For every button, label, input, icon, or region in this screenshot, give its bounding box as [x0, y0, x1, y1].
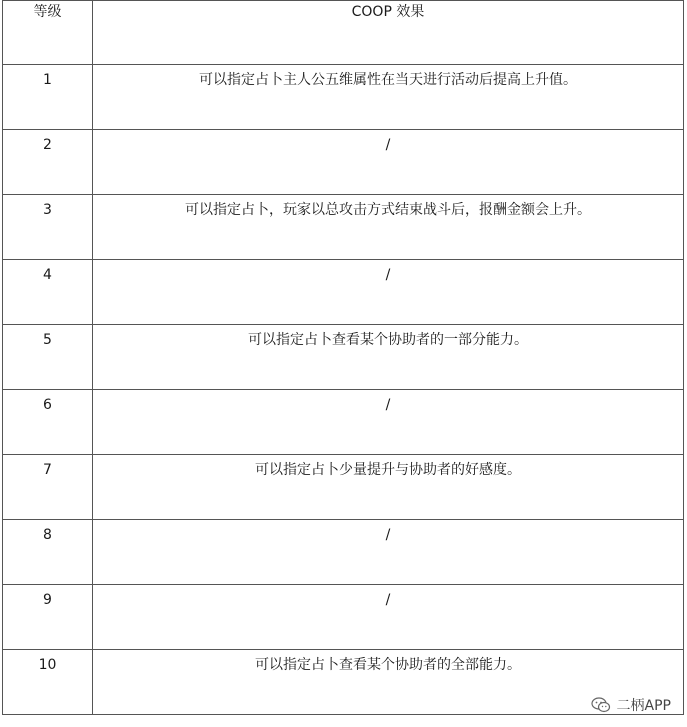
table-row [3, 520, 684, 585]
cell-level: 1 [3, 65, 93, 130]
cell-level: 7 [3, 455, 93, 520]
cell-level: 6 [3, 390, 93, 455]
watermark [591, 695, 671, 715]
cell-effect: / [93, 260, 684, 325]
cell-level: 8 [3, 520, 93, 585]
header-level: 等级 [3, 1, 93, 65]
cell-effect: 可以指定占卜查看某个协助者的一部分能力。 [93, 325, 684, 390]
cell-effect: 可以指定占卜少量提升与协助者的好感度。 [93, 455, 684, 520]
cell-effect: 可以指定占卜主人公五维属性在当天进行活动后提高上升值。 [93, 65, 684, 130]
table-row [3, 325, 684, 390]
header-effect: COOP 效果 [93, 1, 684, 65]
table-row [3, 65, 684, 130]
watermark-text: 二柄APP [616, 698, 671, 714]
table-row [3, 585, 684, 650]
cell-effect: / [93, 130, 684, 195]
table-row [3, 130, 684, 195]
cell-level: 9 [3, 585, 93, 650]
coop-table-container [2, 0, 683, 725]
coop-effect-table [2, 0, 684, 715]
cell-effect: / [93, 390, 684, 455]
cell-effect: 可以指定占卜查看某个协助者的全部能力。 [93, 650, 684, 715]
cell-effect: 可以指定占卜，玩家以总攻击方式结束战斗后，报酬金额会上升。 [93, 195, 684, 260]
cell-level: 4 [3, 260, 93, 325]
cell-effect: / [93, 520, 684, 585]
wechat-icon [591, 697, 611, 713]
table-header-row [3, 1, 684, 65]
cell-level: 2 [3, 130, 93, 195]
cell-level: 10 [3, 650, 93, 715]
table-row [3, 260, 684, 325]
cell-effect: / [93, 585, 684, 650]
table-row [3, 650, 684, 715]
cell-level: 3 [3, 195, 93, 260]
table-row [3, 390, 684, 455]
table-row [3, 195, 684, 260]
table-row [3, 455, 684, 520]
cell-level: 5 [3, 325, 93, 390]
